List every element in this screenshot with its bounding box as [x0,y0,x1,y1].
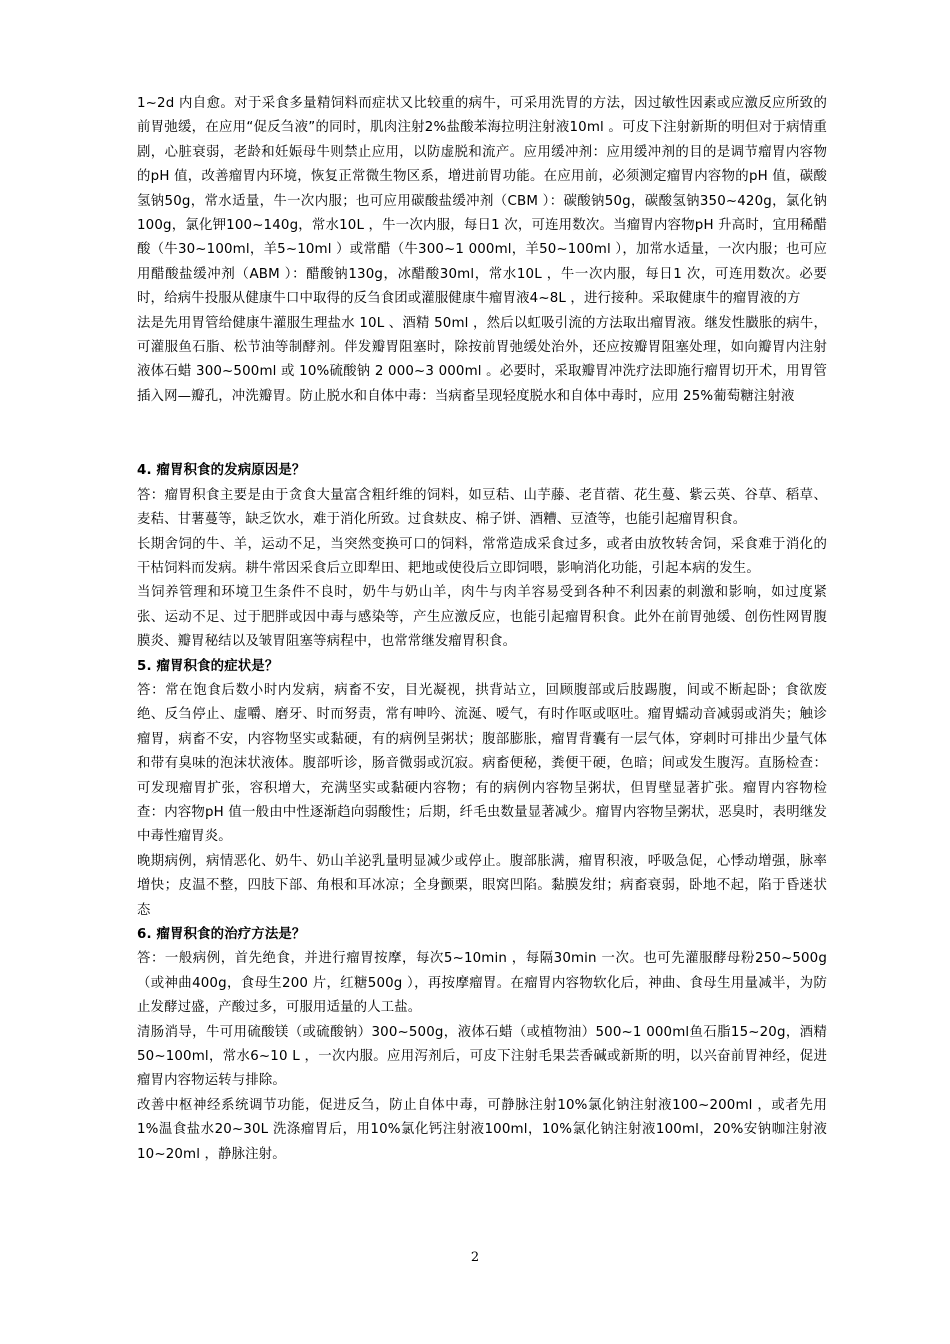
answer-paragraph: 答：常在饱食后数小时内发病，病畜不安，目光凝视，拱背站立，回顾腹部或后肢踢腹，间或不断起卧；食欲废绝、反刍停止、虚嚼、磨牙、时而努责，常有呻吟、流涎、嗳气，有时作呕或呕吐。瘤胃蠕动音减弱或消失；触诊瘤胃，病畜不安，内容物坚实或黏硬，有的病例呈粥状；腹部膨胀，瘤胃背囊有一层气体，穿刺时可排出少量气体和带有臭味的泡沫状液体。腹部听诊，肠音微弱或沉寂。病畜便秘，粪便干硬，色暗；间或发生腹泻。直肠检查：可发现瘤胃扩张，容积增大，充满坚实或黏硬内容物；有的病例内容物呈粥状，但胃壁显著扩张。瘤胃内容物检查：内容物pH 值一般由中性逐渐趋向弱酸性；后期，纤毛虫数量显著减少。瘤胃内容物呈粥状，恶臭时，表明继发中毒性瘤胃炎。 [137,682,827,845]
section-heading-q5: 5. 瘤胃积食的症状是？ [137,658,279,674]
page-number: 2 [470,1250,480,1265]
answer-paragraph: 答：一般病例，首先绝食，并进行瘤胃按摩，每次5~10min ，每隔30min 一次。也可先灌服酵母粉250~500g （或神曲400g，食母生200 片，红糖500g ），再按摩瘤胃。在瘤胃内容物软化后，神曲、食母生用量减半，为防止发酵过盛，产酸过多，可服用适量的人工盐。 [137,951,827,1016]
answer-paragraph: 当饲养管理和环境卫生条件不良时，奶牛与奶山羊，肉牛与肉羊容易受到各种不利因素的刺激和影响，如过度紧张、运动不足、过于肥胖或因中毒与感染等，产生应激反应，也能引起瘤胃积食。此外在前胃弛缓、创伤性网胃腹膜炎、瓣胃秘结以及皱胃阻塞等病程中，也常常继发瘤胃积食。 [137,585,827,650]
answer-paragraph: 长期舍饲的牛、羊，运动不足，当突然变换可口的饲料，常常造成采食过多，或者由放牧转舍饲，采食难于消化的干枯饲料而发病。耕牛常因采食后立即犁田、耙地或使役后立即饲喂，影响消化功能，引起本病的发生。 [137,536,827,576]
body-paragraph: 1~2d 内自愈。对于采食多量精饲料而症状又比较重的病牛，可采用洗胃的方法，因过敏性因素或应激反应所致的前胃弛缓，在应用“促反刍液”的同时，肌肉注射2%盐酸苯海拉明注射液10ml 。可皮下注射新斯的明但对于病情重剧，心脏衰弱，老龄和妊娠母牛则禁止应用，以防虚脱和流产。应用缓冲剂：应用缓冲剂的目的是调节瘤胃内容物的pH 值，改善瘤胃内环境，恢复正常微生物区系，增进前胃功能。在应用前，必须测定瘤胃内容物的pH 值，碳酸氢钠50g，常水适量，牛一次内服；也可应用碳酸盐缓冲剂（CBM ）：碳酸钠50g，碳酸氢钠350~420g，氯化钠100g，氯化钾100~140g，常水10L ，牛一次内服，每日1 次，可连用数次。当瘤胃内容物pH 升高时，宜用稀醋酸（牛30~100ml，羊5~10ml ）或常醋（牛300~1 000ml，羊50~100ml ），加常水适量，一次内服；也可应用醋酸盐缓冲剂（ABM ）：醋酸钠130g，冰醋酸30ml，常水10L ，牛一次内服，每日1 次，可连用数次。必要时，给病牛投服从健康牛口中取得的反刍食团或灌服健康牛瘤胃液4~8L ，进行接种。采取健康牛的瘤胃液的方 [137,96,827,307]
answer-paragraph: 清肠消导，牛可用硫酸镁（或硫酸钠）300~500g，液体石蜡（或植物油）500~1 000ml鱼石脂15~20g，酒精50~100ml，常水6~10 L ，一次内服。应用泻剂后，可皮下注射毛果芸香碱或新斯的明，以兴奋前胃神经，促进瘤胃内容物运转与排除。 [137,1024,827,1089]
answer-paragraph: 晚期病例，病情恶化、奶牛、奶山羊泌乳量明显减少或停止。腹部胀满，瘤胃积液，呼吸急促，心悸动增强，脉率增快；皮温不整，四肢下部、角根和耳冰凉；全身颤栗，眼窝凹陷。黏膜发绀；病畜衰弱，卧地不起，陷于昏迷状态 [137,853,827,918]
section-heading-q4: 4. 瘤胃积食的发病原因是？ [137,463,306,479]
section-heading-q6: 6. 瘤胃积食的治疗方法是？ [137,927,306,942]
answer-paragraph: 改善中枢神经系统调节功能，促进反刍，防止自体中毒，可静脉注射10%氯化钠注射液100~200ml ，或者先用1%温食盐水20~30L 洗涤瘤胃后，用10%氯化钙注射液100ml，10%氯化钠注射液100ml，20%安钠咖注射液10~20ml ，静脉注射。 [137,1097,827,1162]
answer-paragraph: 答：瘤胃积食主要是由于贪食大量富含粗纤维的饲料，如豆秸、山芋藤、老苜蓿、花生蔓、紫云英、谷草、稻草、麦秸、甘薯蔓等，缺乏饮水，难于消化所致。过食麸皮、棉子饼、酒糟、豆渣等，也能引起瘤胃积食。 [137,487,827,528]
section-gap [137,409,827,459]
page-content [137,92,827,1167]
body-paragraph: 法是先用胃管给健康牛灌服生理盐水 10L 、酒精 50ml ，然后以虹吸引流的方法取出瘤胃液。继发性臌胀的病牛，可灌服鱼石脂、松节油等制酵剂。伴发瓣胃阻塞时，除按前胃弛缓处治外，还应按瓣胃阻塞处理，如向瓣胃内注射液体石蜡 300~500ml 或 10%硫酸钠 2 000~3 000ml 。必要时，采取瓣胃冲洗疗法即施行瘤胃切开术，用胃管插入网—瓣孔，冲洗瓣胃。防止脱水和自体中毒：当病畜呈现轻度脱水和自体中毒时，应用 25%葡萄糖注射液 [137,315,827,404]
